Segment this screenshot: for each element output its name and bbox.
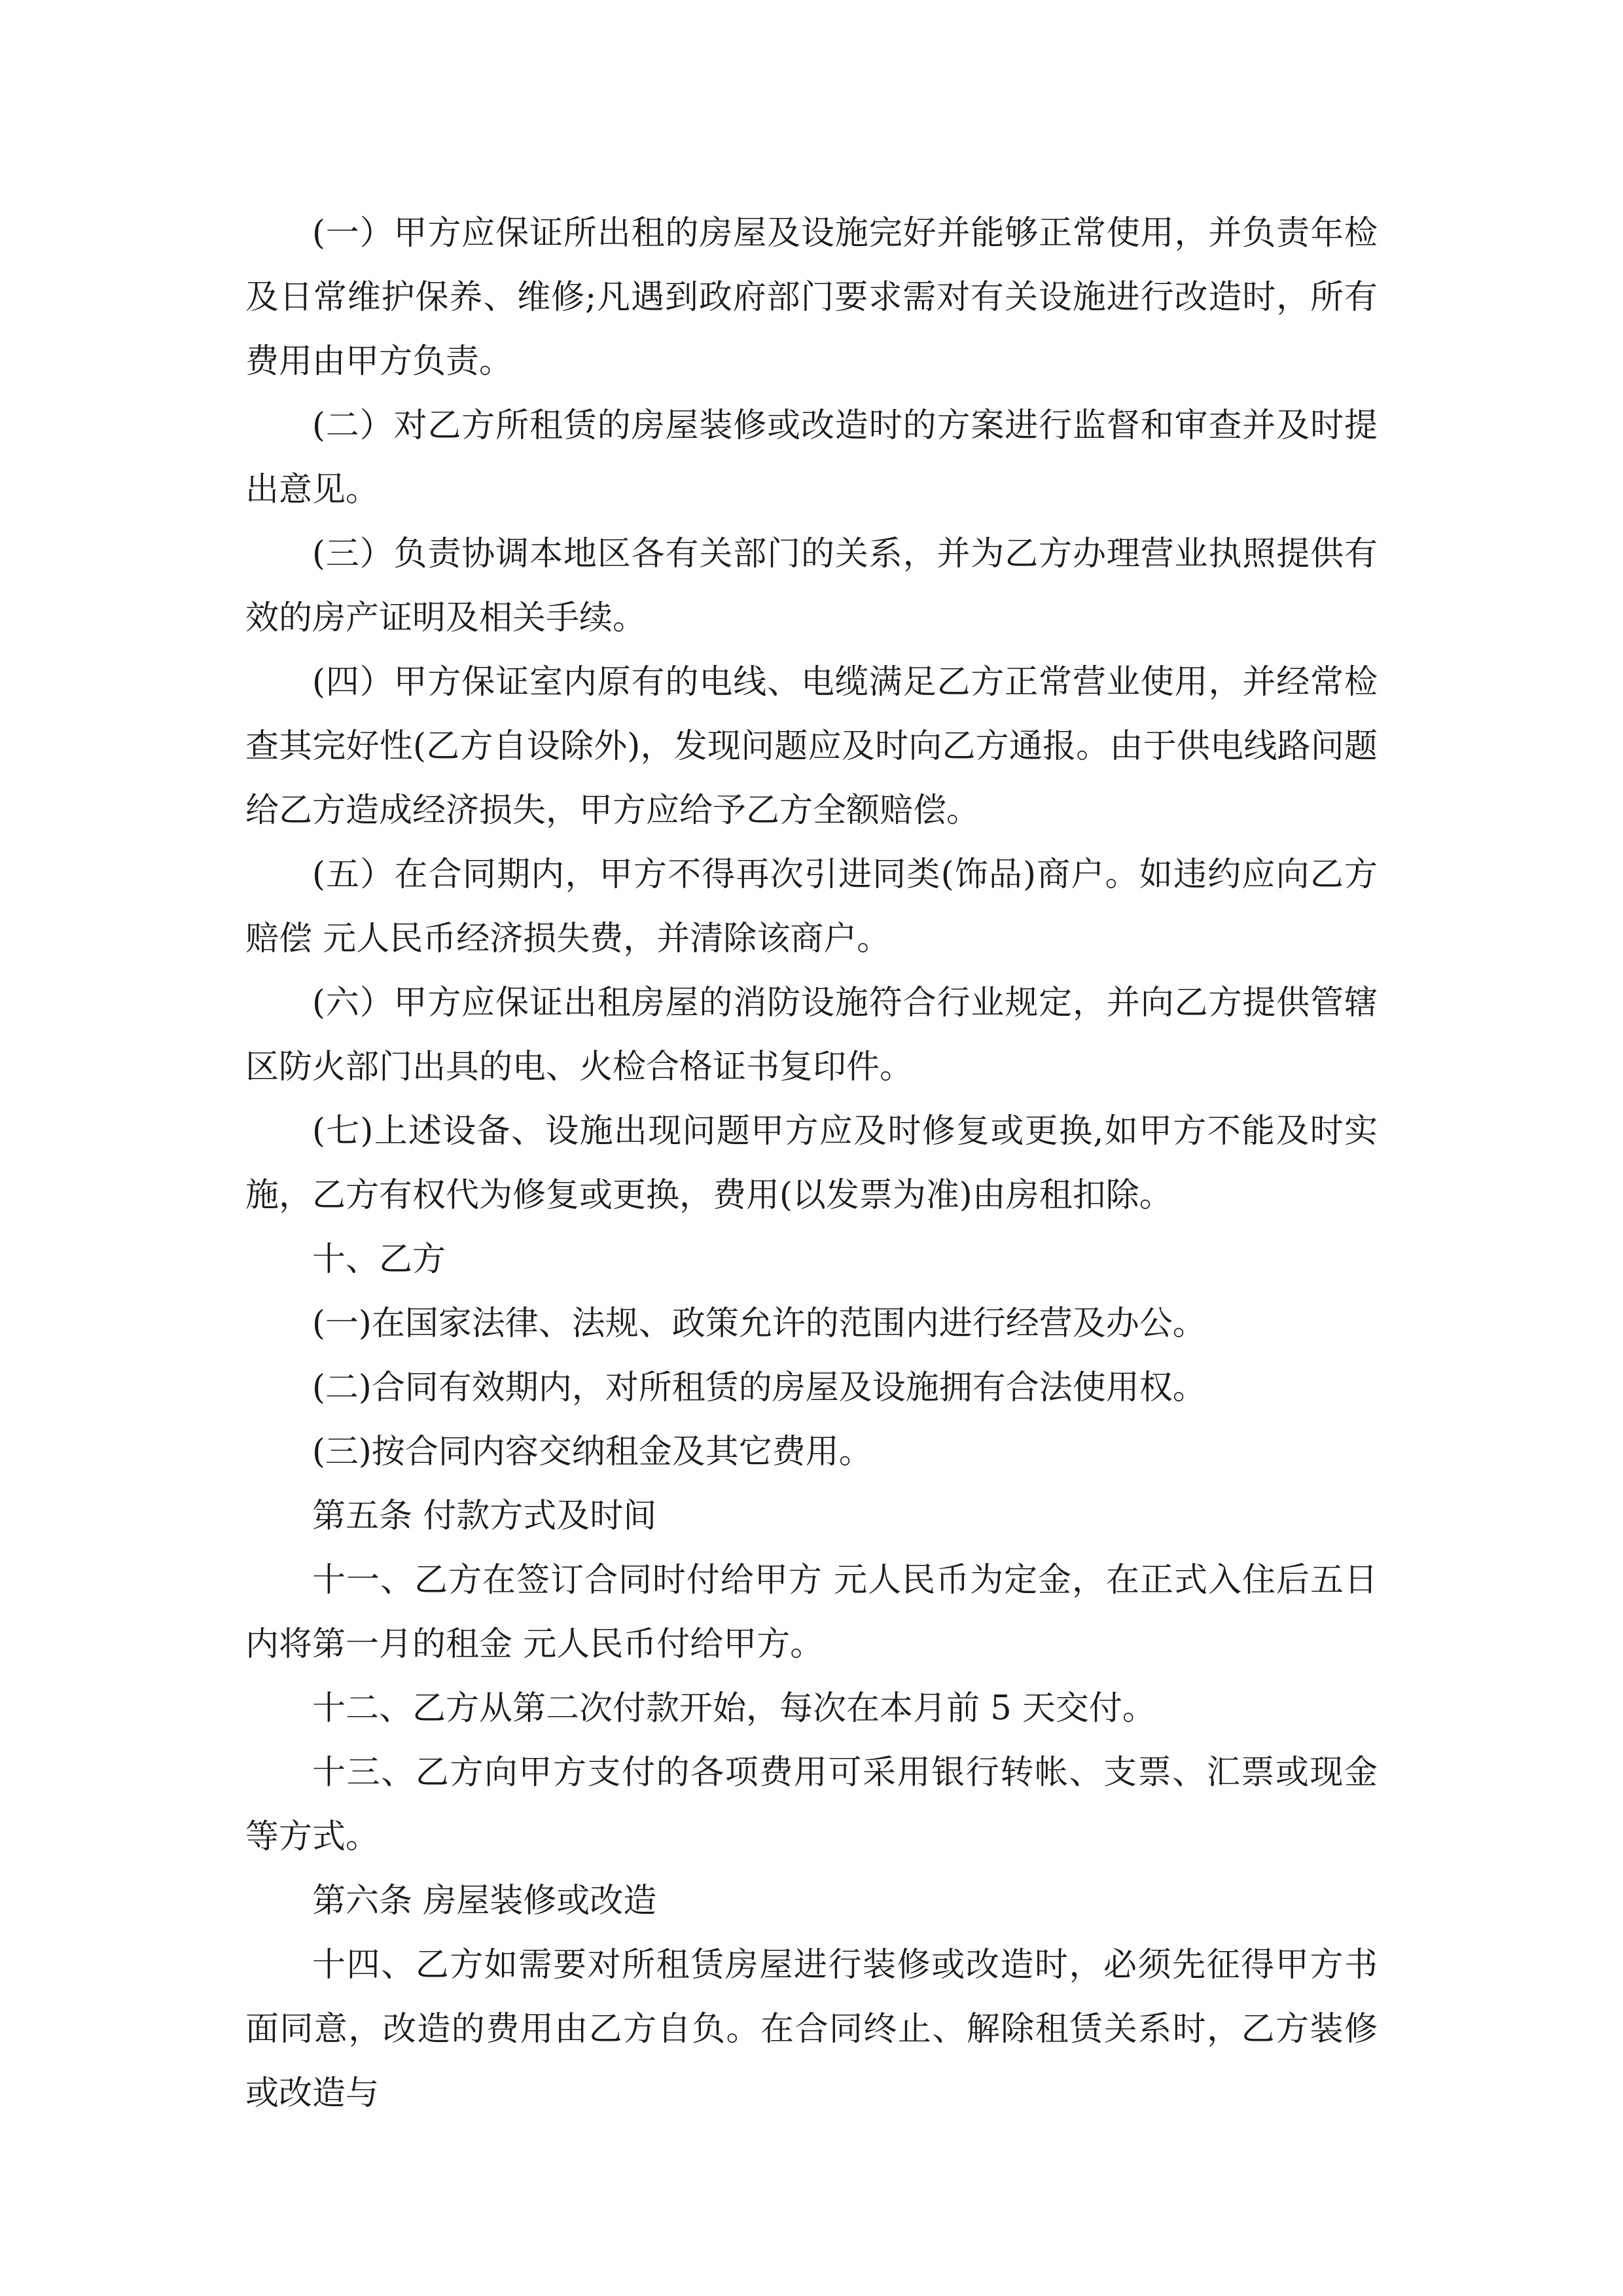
paragraph-landlord-clause-3: (三）负责协调本地区各有关部门的关系，并为乙方办理营业执照提供有效的房产证明及相关手续。 [245, 535, 1378, 637]
paragraph-landlord-clause-2: (二）对乙方所租赁的房屋装修或改造时的方案进行监督和审查并及时提出意见。 [245, 406, 1378, 509]
paragraph-clause-12: 十二、乙方从第二次付款开始，每次在本月前 5 天交付。 [312, 1689, 1156, 1728]
paragraph-tenant-clause-3: (三)按合同内容交纳租金及其它费用。 [312, 1433, 872, 1471]
paragraph-landlord-clause-5: (五）在合同期内，甲方不得再次引进同类(饰品)商户。如违约应向乙方赔偿 元人民币经济损失费，并清除该商户。 [245, 855, 1378, 958]
paragraph-landlord-clause-1: (一）甲方应保证所出租的房屋及设施完好并能够正常使用，并负责年检及日常维护保养、维修;凡遇到政府部门要求需对有关设施进行改造时，所有费用由甲方负责。 [245, 214, 1378, 381]
paragraph-clause-11: 十一、乙方在签订合同时付给甲方 元人民币为定金，在正式入住后五日内将第一月的租金 元人民币付给甲方。 [245, 1561, 1378, 1664]
paragraph-landlord-clause-7: (七)上述设备、设施出现问题甲方应及时修复或更换,如甲方不能及时实施，乙方有权代为修复或更换，费用(以发票为准)由房租扣除。 [245, 1112, 1378, 1215]
paragraph-clause-13: 十三、乙方向甲方支付的各项费用可采用银行转帐、支票、汇票或现金等方式。 [245, 1753, 1378, 1856]
paragraph-tenant-clause-1: (一)在国家法律、法规、政策允许的范围内进行经营及办公。 [312, 1304, 1206, 1343]
article-heading-renovation: 第六条 房屋装修或改造 [312, 1882, 657, 1920]
document-body [245, 202, 1378, 2126]
paragraph-tenant-clause-2: (二)合同有效期内，对所租赁的房屋及设施拥有合法使用权。 [312, 1369, 1206, 1407]
paragraph-clause-14: 十四、乙方如需要对所租赁房屋进行装修或改造时，必须先征得甲方书面同意，改造的费用由乙方自负。在合同终止、解除租赁关系时，乙方装修或改造与 [245, 1946, 1378, 2113]
paragraph-landlord-clause-6: (六）甲方应保证出租房屋的消防设施符合行业规定，并向乙方提供管辖区防火部门出具的电、火检合格证书复印件。 [245, 984, 1378, 1086]
section-heading-tenant: 十、乙方 [312, 1240, 446, 1279]
article-heading-payment: 第五条 付款方式及时间 [312, 1497, 657, 1535]
paragraph-landlord-clause-4: (四）甲方保证室内原有的电线、电缆满足乙方正常营业使用，并经常检查其完好性(乙方自设除外)，发现问题应及时向乙方通报。由于供电线路问题给乙方造成经济损失，甲方应给予乙方全额赔偿。 [245, 663, 1378, 830]
